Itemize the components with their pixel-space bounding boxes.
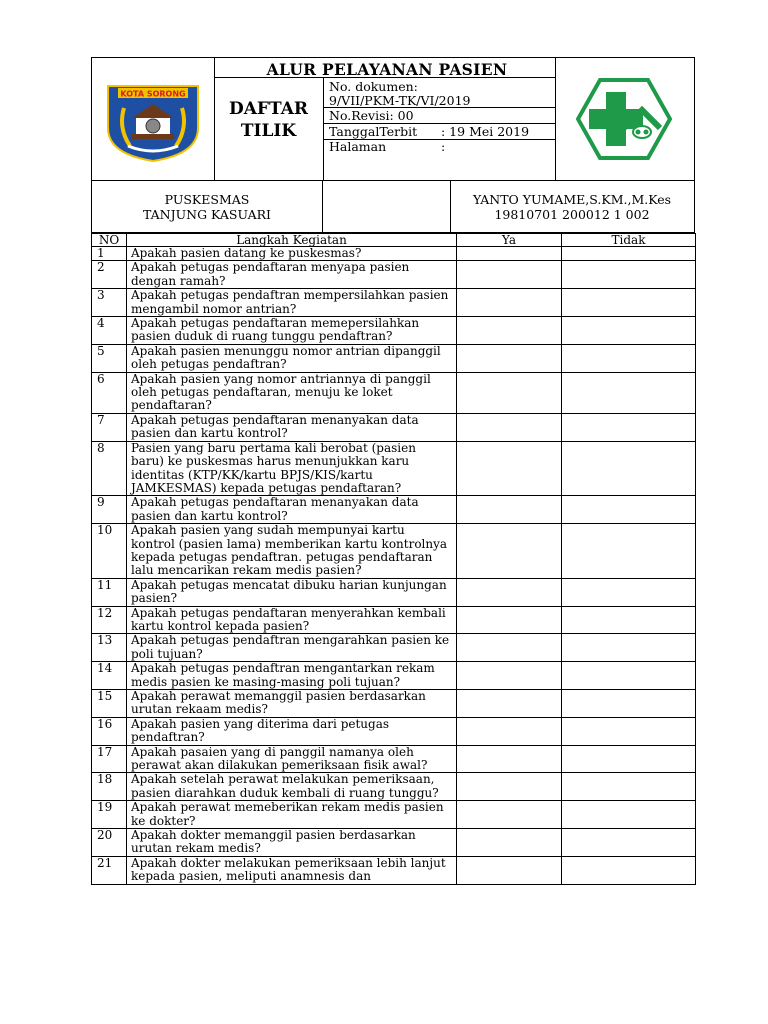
col-header-ya: Ya <box>457 234 562 247</box>
ya-checkbox-cell[interactable] <box>457 856 562 884</box>
signer-nip: 19810701 200012 1 002 <box>494 207 650 222</box>
table-row <box>92 690 696 718</box>
table-row <box>92 524 696 579</box>
document-title: ALUR PELAYANAN PASIEN <box>266 60 508 79</box>
tidak-checkbox-cell[interactable] <box>562 372 696 413</box>
row-number: 4 <box>92 317 127 345</box>
ya-checkbox-cell[interactable] <box>457 372 562 413</box>
ya-checkbox-cell[interactable] <box>457 344 562 372</box>
table-row <box>92 261 696 289</box>
tidak-checkbox-cell[interactable] <box>562 247 696 261</box>
ya-checkbox-cell[interactable] <box>457 261 562 289</box>
issue-date-value: : 19 Mei 2019 <box>441 124 530 139</box>
row-activity: Apakah pasien datang ke puskesmas? <box>127 247 457 261</box>
row-activity: Apakah petugas pendaftran mempersilahkan pasien mengambil nomor antrian? <box>127 289 457 317</box>
row-number: 10 <box>92 524 127 579</box>
page-value: : <box>441 139 446 154</box>
tidak-checkbox-cell[interactable] <box>562 829 696 857</box>
tidak-checkbox-cell[interactable] <box>562 261 696 289</box>
revision-number: No.Revisi: 00 <box>329 108 414 123</box>
row-activity: Apakah petugas pendaftaran memepersilahkan pasien duduk di ruang tunggu pendaftran? <box>127 317 457 345</box>
puskesmas-logo <box>555 58 694 180</box>
tidak-checkbox-cell[interactable] <box>562 524 696 579</box>
tidak-checkbox-cell[interactable] <box>562 662 696 690</box>
table-row <box>92 344 696 372</box>
ya-checkbox-cell[interactable] <box>457 413 562 441</box>
puskesmas-cross-icon <box>576 78 672 160</box>
document-page <box>91 57 695 885</box>
institution-block <box>91 181 695 233</box>
row-activity: Apakah petugas pendaftran mengantarkan rekam medis pasien ke masing-masing poli tujuan? <box>127 662 457 690</box>
row-number: 15 <box>92 690 127 718</box>
row-number: 8 <box>92 441 127 496</box>
ya-checkbox-cell[interactable] <box>457 634 562 662</box>
row-activity: Apakah dokter memanggil pasien berdasarkan urutan rekam medis? <box>127 829 457 857</box>
ya-checkbox-cell[interactable] <box>457 690 562 718</box>
table-row <box>92 773 696 801</box>
daftar-label: DAFTAR <box>228 99 309 119</box>
ya-checkbox-cell[interactable] <box>457 524 562 579</box>
row-activity: Pasien yang baru pertama kali berobat (pasien baru) ke puskesmas harus menunjukkan karu identitas (KTP/KK/kartu BPJS/KIS/kartu JAMKESMAS) kepada petugas pendaftaran? <box>127 441 457 496</box>
table-row <box>92 578 696 606</box>
row-number: 13 <box>92 634 127 662</box>
tidak-checkbox-cell[interactable] <box>562 317 696 345</box>
row-number: 2 <box>92 261 127 289</box>
row-activity: Apakah pasien yang nomor antriannya di panggil oleh petugas pendaftaran, menuju ke loket pendaftaran? <box>127 372 457 413</box>
col-header-tidak: Tidak <box>562 234 696 247</box>
ya-checkbox-cell[interactable] <box>457 801 562 829</box>
ya-checkbox-cell[interactable] <box>457 441 562 496</box>
tidak-checkbox-cell[interactable] <box>562 496 696 524</box>
row-number: 6 <box>92 372 127 413</box>
table-row <box>92 496 696 524</box>
puskesmas-line1: PUSKESMAS <box>164 192 250 207</box>
ya-checkbox-cell[interactable] <box>457 247 562 261</box>
table-row <box>92 317 696 345</box>
row-number: 7 <box>92 413 127 441</box>
document-header <box>91 57 695 181</box>
signer-block <box>450 192 694 222</box>
ya-checkbox-cell[interactable] <box>457 317 562 345</box>
row-activity: Apakah pasaien yang di panggil namanya oleh perawat akan dilakukan pemeriksaan fisik awal? <box>127 745 457 773</box>
doc-number-value: 9/VII/PKM-TK/VI/2019 <box>329 93 471 108</box>
table-header-row <box>92 234 696 247</box>
table-row <box>92 441 696 496</box>
row-activity: Apakah setelah perawat melakukan pemeriksaan, pasien diarahkan duduk kembali di ruang tunggu? <box>127 773 457 801</box>
row-number: 17 <box>92 745 127 773</box>
row-number: 16 <box>92 717 127 745</box>
row-number: 11 <box>92 578 127 606</box>
row-activity: Apakah petugas pendaftaran menyapa pasien dengan ramah? <box>127 261 457 289</box>
kota-sorong-logo <box>92 58 214 180</box>
tidak-checkbox-cell[interactable] <box>562 690 696 718</box>
ya-checkbox-cell[interactable] <box>457 745 562 773</box>
row-activity: Apakah pasien menunggu nomor antrian dipanggil oleh petugas pendaftran? <box>127 344 457 372</box>
table-row <box>92 634 696 662</box>
row-activity: Apakah petugas mencatat dibuku harian kunjungan pasien? <box>127 578 457 606</box>
row-number: 9 <box>92 496 127 524</box>
tidak-checkbox-cell[interactable] <box>562 578 696 606</box>
tidak-checkbox-cell[interactable] <box>562 441 696 496</box>
row-number: 20 <box>92 829 127 857</box>
table-row <box>92 801 696 829</box>
row-number: 12 <box>92 606 127 634</box>
row-number: 1 <box>92 247 127 261</box>
row-activity: Apakah perawat memeberikan rekam medis pasien ke dokter? <box>127 801 457 829</box>
puskesmas-line2: TANJUNG KASUARI <box>142 207 271 222</box>
tidak-checkbox-cell[interactable] <box>562 634 696 662</box>
row-number: 19 <box>92 801 127 829</box>
row-number: 18 <box>92 773 127 801</box>
table-row <box>92 372 696 413</box>
table-row <box>92 829 696 857</box>
checklist-table <box>91 233 696 885</box>
row-number: 3 <box>92 289 127 317</box>
ya-checkbox-cell[interactable] <box>457 717 562 745</box>
logo-caption: KOTA SORONG <box>120 89 186 99</box>
issue-date-label: TanggalTerbit <box>329 124 418 139</box>
ya-checkbox-cell[interactable] <box>457 773 562 801</box>
row-activity: Apakah dokter melakukan pemeriksaan lebih lanjut kepada pasien, meliputi anamnesis dan <box>127 856 457 884</box>
tidak-checkbox-cell[interactable] <box>562 289 696 317</box>
row-activity: Apakah petugas pendaftaran menanyakan data pasien dan kartu kontrol? <box>127 496 457 524</box>
daftar-tilik-label <box>214 98 323 142</box>
row-activity: Apakah pasien yang sudah mempunyai kartu kontrol (pasien lama) memberikan kartu kontrolnya kepada petugas pendaftran. petugas pendaftaran lalu mencarikan rekam medis pasien? <box>127 524 457 579</box>
row-activity: Apakah petugas pendaftaran menanyakan data pasien dan kartu kontrol? <box>127 413 457 441</box>
table-row <box>92 413 696 441</box>
ya-checkbox-cell[interactable] <box>457 578 562 606</box>
signer-name: YANTO YUMAME,S.KM.,M.Kes <box>472 192 672 207</box>
tilik-label: TILIK <box>240 121 297 141</box>
row-activity: Apakah petugas pendaftaran menyerahkan kembali kartu kontrol kepada pasien? <box>127 606 457 634</box>
row-activity: Apakah perawat memanggil pasien berdasarkan urutan rekaam medis? <box>127 690 457 718</box>
tidak-checkbox-cell[interactable] <box>562 745 696 773</box>
tidak-checkbox-cell[interactable] <box>562 773 696 801</box>
tidak-checkbox-cell[interactable] <box>562 856 696 884</box>
row-number: 5 <box>92 344 127 372</box>
ya-checkbox-cell[interactable] <box>457 662 562 690</box>
table-row <box>92 247 696 261</box>
col-header-no: NO <box>92 234 127 247</box>
col-header-langkah: Langkah Kegiatan <box>127 234 457 247</box>
ya-checkbox-cell[interactable] <box>457 289 562 317</box>
tidak-checkbox-cell[interactable] <box>562 801 696 829</box>
row-activity: Apakah pasien yang diterima dari petugas pendaftran? <box>127 717 457 745</box>
table-row <box>92 662 696 690</box>
table-row <box>92 606 696 634</box>
ya-checkbox-cell[interactable] <box>457 829 562 857</box>
row-number: 21 <box>92 856 127 884</box>
row-number: 14 <box>92 662 127 690</box>
puskesmas-name <box>92 192 322 222</box>
tidak-checkbox-cell[interactable] <box>562 717 696 745</box>
table-row <box>92 717 696 745</box>
ya-checkbox-cell[interactable] <box>457 496 562 524</box>
table-row <box>92 745 696 773</box>
row-activity: Apakah petugas pendaftran mengarahkan pasien ke poli tujuan? <box>127 634 457 662</box>
page-label: Halaman <box>329 139 387 154</box>
tidak-checkbox-cell[interactable] <box>562 344 696 372</box>
table-row <box>92 289 696 317</box>
doc-number-label: No. dokumen: <box>329 79 418 94</box>
ya-checkbox-cell[interactable] <box>457 606 562 634</box>
table-row <box>92 856 696 884</box>
tidak-checkbox-cell[interactable] <box>562 413 696 441</box>
tidak-checkbox-cell[interactable] <box>562 606 696 634</box>
kota-sorong-emblem-icon <box>104 84 202 162</box>
